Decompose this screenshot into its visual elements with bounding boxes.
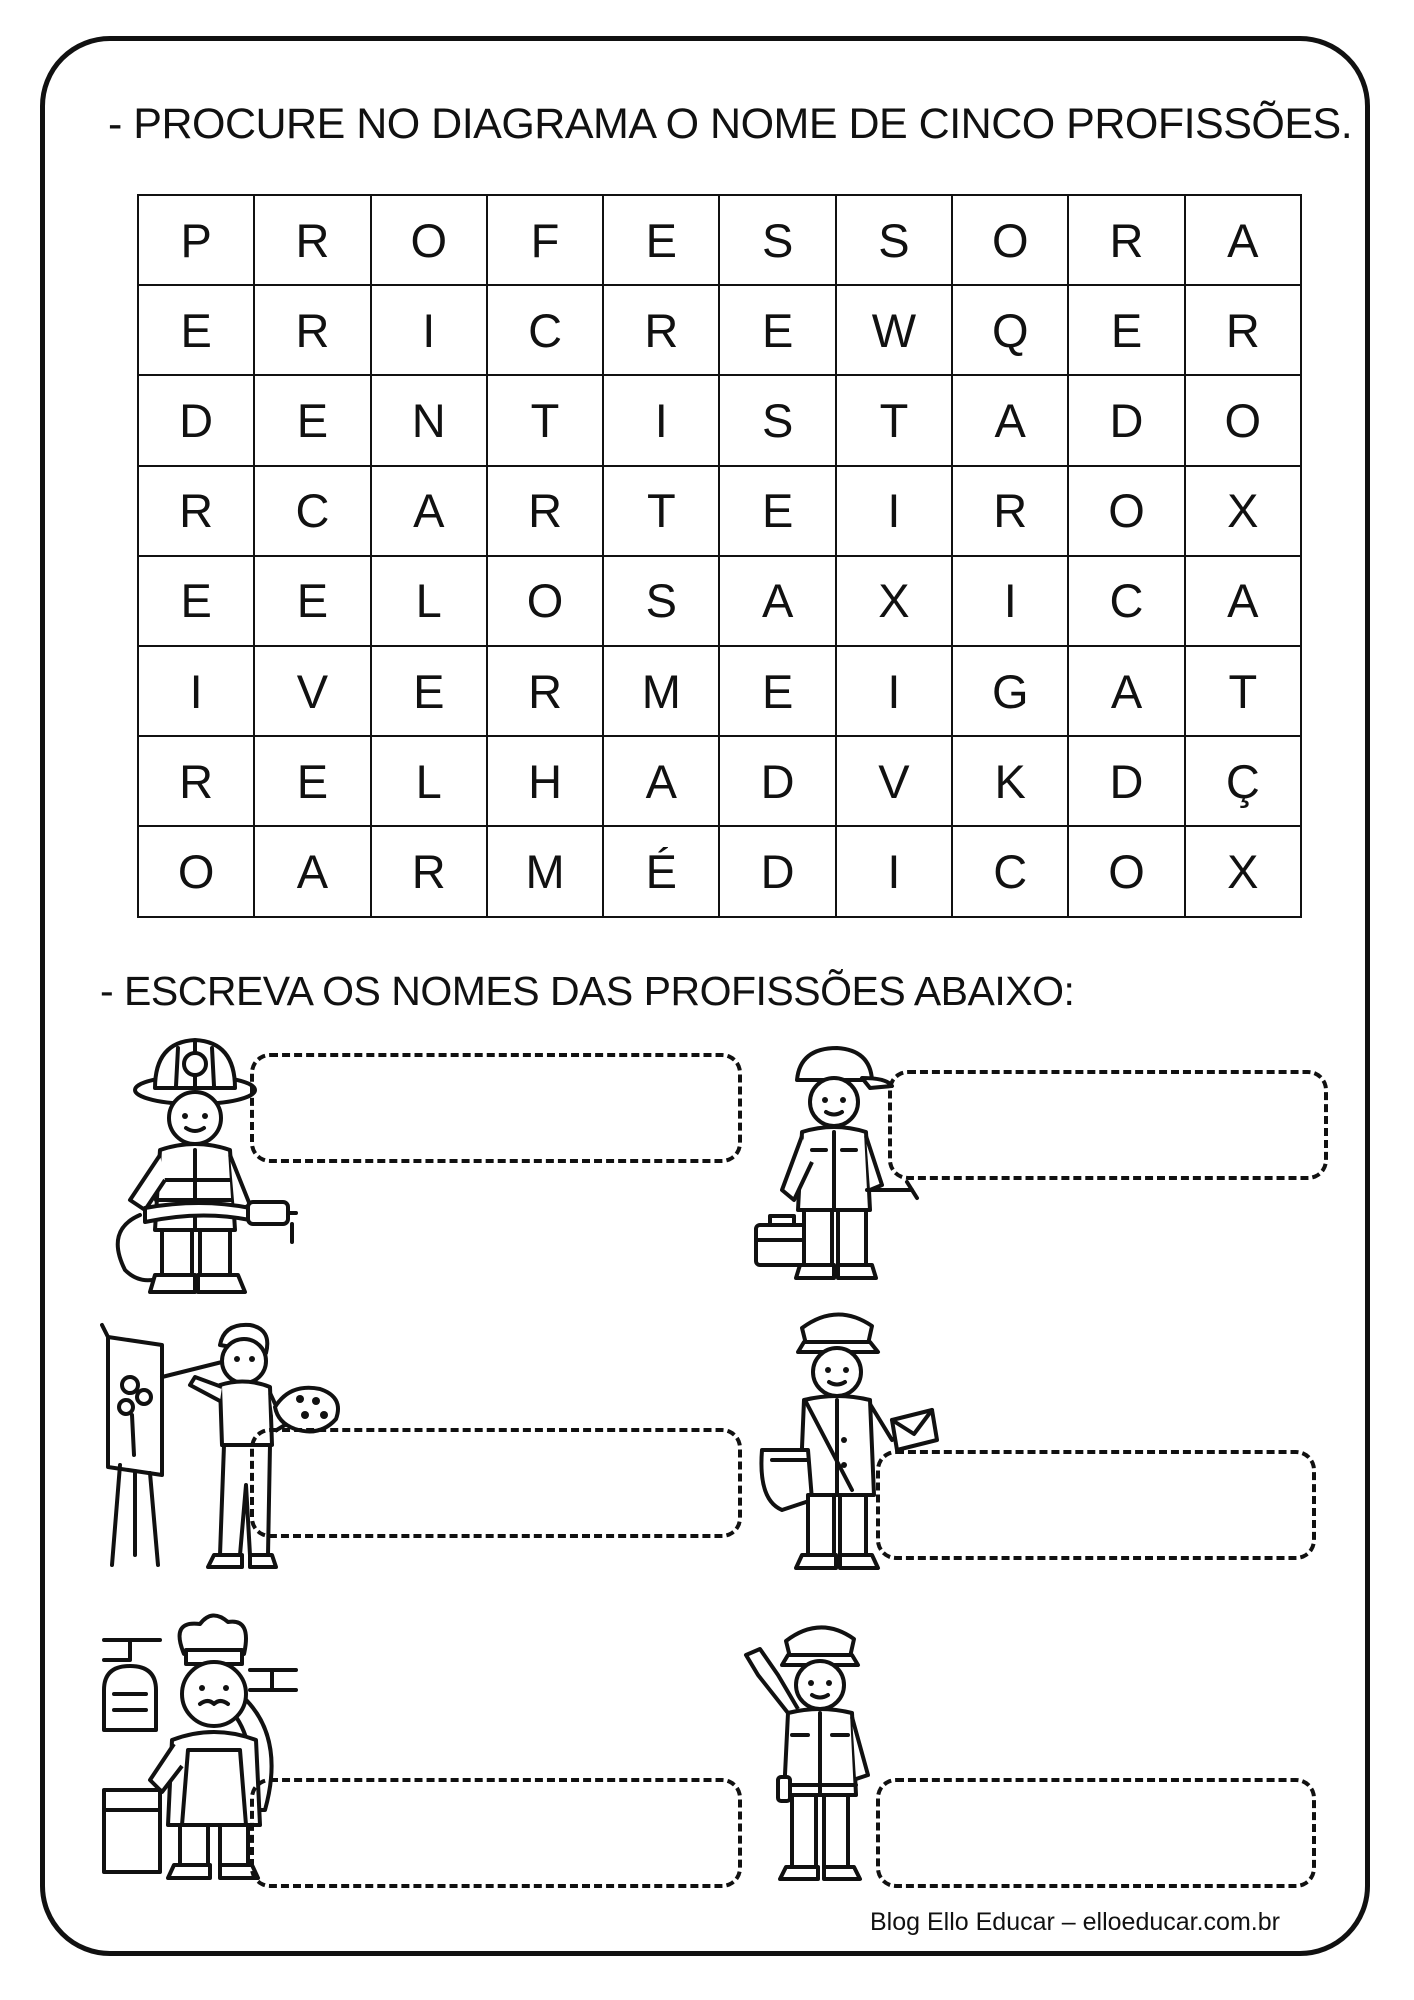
grid-cell[interactable]: O — [1068, 466, 1184, 556]
grid-cell[interactable]: C — [1068, 556, 1184, 646]
grid-cell[interactable]: A — [1185, 556, 1301, 646]
grid-cell[interactable]: E — [603, 195, 719, 285]
grid-cell[interactable]: D — [1068, 375, 1184, 465]
grid-cell[interactable]: O — [138, 826, 254, 916]
grid-cell[interactable]: C — [952, 826, 1068, 916]
answer-box-mechanic[interactable] — [888, 1070, 1328, 1180]
grid-row — [138, 375, 1301, 465]
grid-cell[interactable]: E — [719, 646, 835, 736]
grid-cell[interactable]: R — [254, 195, 370, 285]
grid-cell[interactable]: E — [138, 285, 254, 375]
grid-cell[interactable]: A — [1068, 646, 1184, 736]
grid-cell[interactable]: T — [1185, 646, 1301, 736]
grid-cell[interactable]: M — [603, 646, 719, 736]
grid-cell[interactable]: D — [719, 736, 835, 826]
grid-row — [138, 195, 1301, 285]
grid-cell[interactable]: I — [138, 646, 254, 736]
grid-cell[interactable]: R — [138, 736, 254, 826]
grid-row — [138, 826, 1301, 916]
grid-cell[interactable]: P — [138, 195, 254, 285]
grid-cell[interactable]: V — [836, 736, 952, 826]
grid-cell[interactable]: H — [487, 736, 603, 826]
grid-cell[interactable]: R — [138, 466, 254, 556]
grid-cell[interactable]: T — [836, 375, 952, 465]
grid-cell[interactable]: A — [603, 736, 719, 826]
grid-cell[interactable]: A — [719, 556, 835, 646]
grid-cell[interactable]: O — [952, 195, 1068, 285]
grid-cell[interactable]: O — [1068, 826, 1184, 916]
grid-cell[interactable]: D — [719, 826, 835, 916]
grid-cell[interactable]: A — [1185, 195, 1301, 285]
grid-cell[interactable]: S — [603, 556, 719, 646]
grid-cell[interactable]: S — [719, 195, 835, 285]
grid-cell[interactable]: E — [719, 466, 835, 556]
grid-cell[interactable]: O — [1185, 375, 1301, 465]
grid-cell[interactable]: O — [487, 556, 603, 646]
grid-cell[interactable]: O — [371, 195, 487, 285]
grid-cell[interactable]: G — [952, 646, 1068, 736]
grid-cell[interactable]: I — [836, 646, 952, 736]
grid-cell[interactable]: R — [487, 646, 603, 736]
grid-cell[interactable]: R — [371, 826, 487, 916]
grid-cell[interactable]: X — [1185, 466, 1301, 556]
grid-cell[interactable]: N — [371, 375, 487, 465]
answer-box-chef[interactable] — [250, 1778, 742, 1888]
grid-cell[interactable]: R — [603, 285, 719, 375]
grid-cell[interactable]: K — [952, 736, 1068, 826]
police-officer-icon — [738, 1615, 898, 1890]
grid-cell[interactable]: S — [836, 195, 952, 285]
grid-row — [138, 736, 1301, 826]
footer-credit: Blog Ello Educar – elloeducar.com.br — [870, 1908, 1280, 1936]
grid-cell[interactable]: V — [254, 646, 370, 736]
grid-cell[interactable]: E — [371, 646, 487, 736]
instruction-search: - PROCURE NO DIAGRAMA O NOME DE CINCO PROFISSÕES. — [108, 100, 1353, 148]
grid-cell[interactable]: A — [371, 466, 487, 556]
grid-cell[interactable]: A — [254, 826, 370, 916]
grid-cell[interactable]: W — [836, 285, 952, 375]
grid-cell[interactable]: R — [1185, 285, 1301, 375]
grid-cell[interactable]: C — [487, 285, 603, 375]
grid-cell[interactable]: D — [1068, 736, 1184, 826]
grid-cell[interactable]: I — [836, 466, 952, 556]
grid-cell[interactable]: E — [138, 556, 254, 646]
grid-cell[interactable]: C — [254, 466, 370, 556]
grid-cell[interactable]: E — [254, 736, 370, 826]
grid-cell[interactable]: D — [138, 375, 254, 465]
grid-cell[interactable]: X — [1185, 826, 1301, 916]
grid-cell[interactable]: R — [1068, 195, 1184, 285]
grid-cell[interactable]: I — [603, 375, 719, 465]
grid-cell[interactable]: L — [371, 556, 487, 646]
grid-row — [138, 466, 1301, 556]
grid-cell[interactable]: S — [719, 375, 835, 465]
grid-cell[interactable]: T — [603, 466, 719, 556]
grid-cell[interactable]: I — [836, 826, 952, 916]
grid-row — [138, 556, 1301, 646]
grid-cell[interactable]: T — [487, 375, 603, 465]
grid-cell[interactable]: F — [487, 195, 603, 285]
word-search-grid — [137, 194, 1302, 918]
grid-cell[interactable]: M — [487, 826, 603, 916]
grid-cell[interactable]: Q — [952, 285, 1068, 375]
grid-cell[interactable]: A — [952, 375, 1068, 465]
instruction-write: - ESCREVA OS NOMES DAS PROFISSÕES ABAIXO: — [100, 968, 1075, 1014]
grid-cell[interactable]: L — [371, 736, 487, 826]
grid-cell[interactable]: R — [952, 466, 1068, 556]
grid-cell[interactable]: E — [719, 285, 835, 375]
grid-cell[interactable]: Ç — [1185, 736, 1301, 826]
grid-cell[interactable]: E — [254, 375, 370, 465]
answer-box-firefighter[interactable] — [250, 1053, 742, 1163]
grid-cell[interactable]: R — [254, 285, 370, 375]
grid-row — [138, 646, 1301, 736]
grid-row — [138, 285, 1301, 375]
grid-cell[interactable]: É — [603, 826, 719, 916]
grid-cell[interactable]: R — [487, 466, 603, 556]
grid-cell[interactable]: I — [952, 556, 1068, 646]
grid-cell[interactable]: E — [254, 556, 370, 646]
grid-cell[interactable]: I — [371, 285, 487, 375]
answer-box-painter[interactable] — [250, 1428, 742, 1538]
answer-box-mail-carrier[interactable] — [876, 1450, 1316, 1560]
grid-cell[interactable]: X — [836, 556, 952, 646]
grid-cell[interactable]: E — [1068, 285, 1184, 375]
answer-box-police-officer[interactable] — [876, 1778, 1316, 1888]
